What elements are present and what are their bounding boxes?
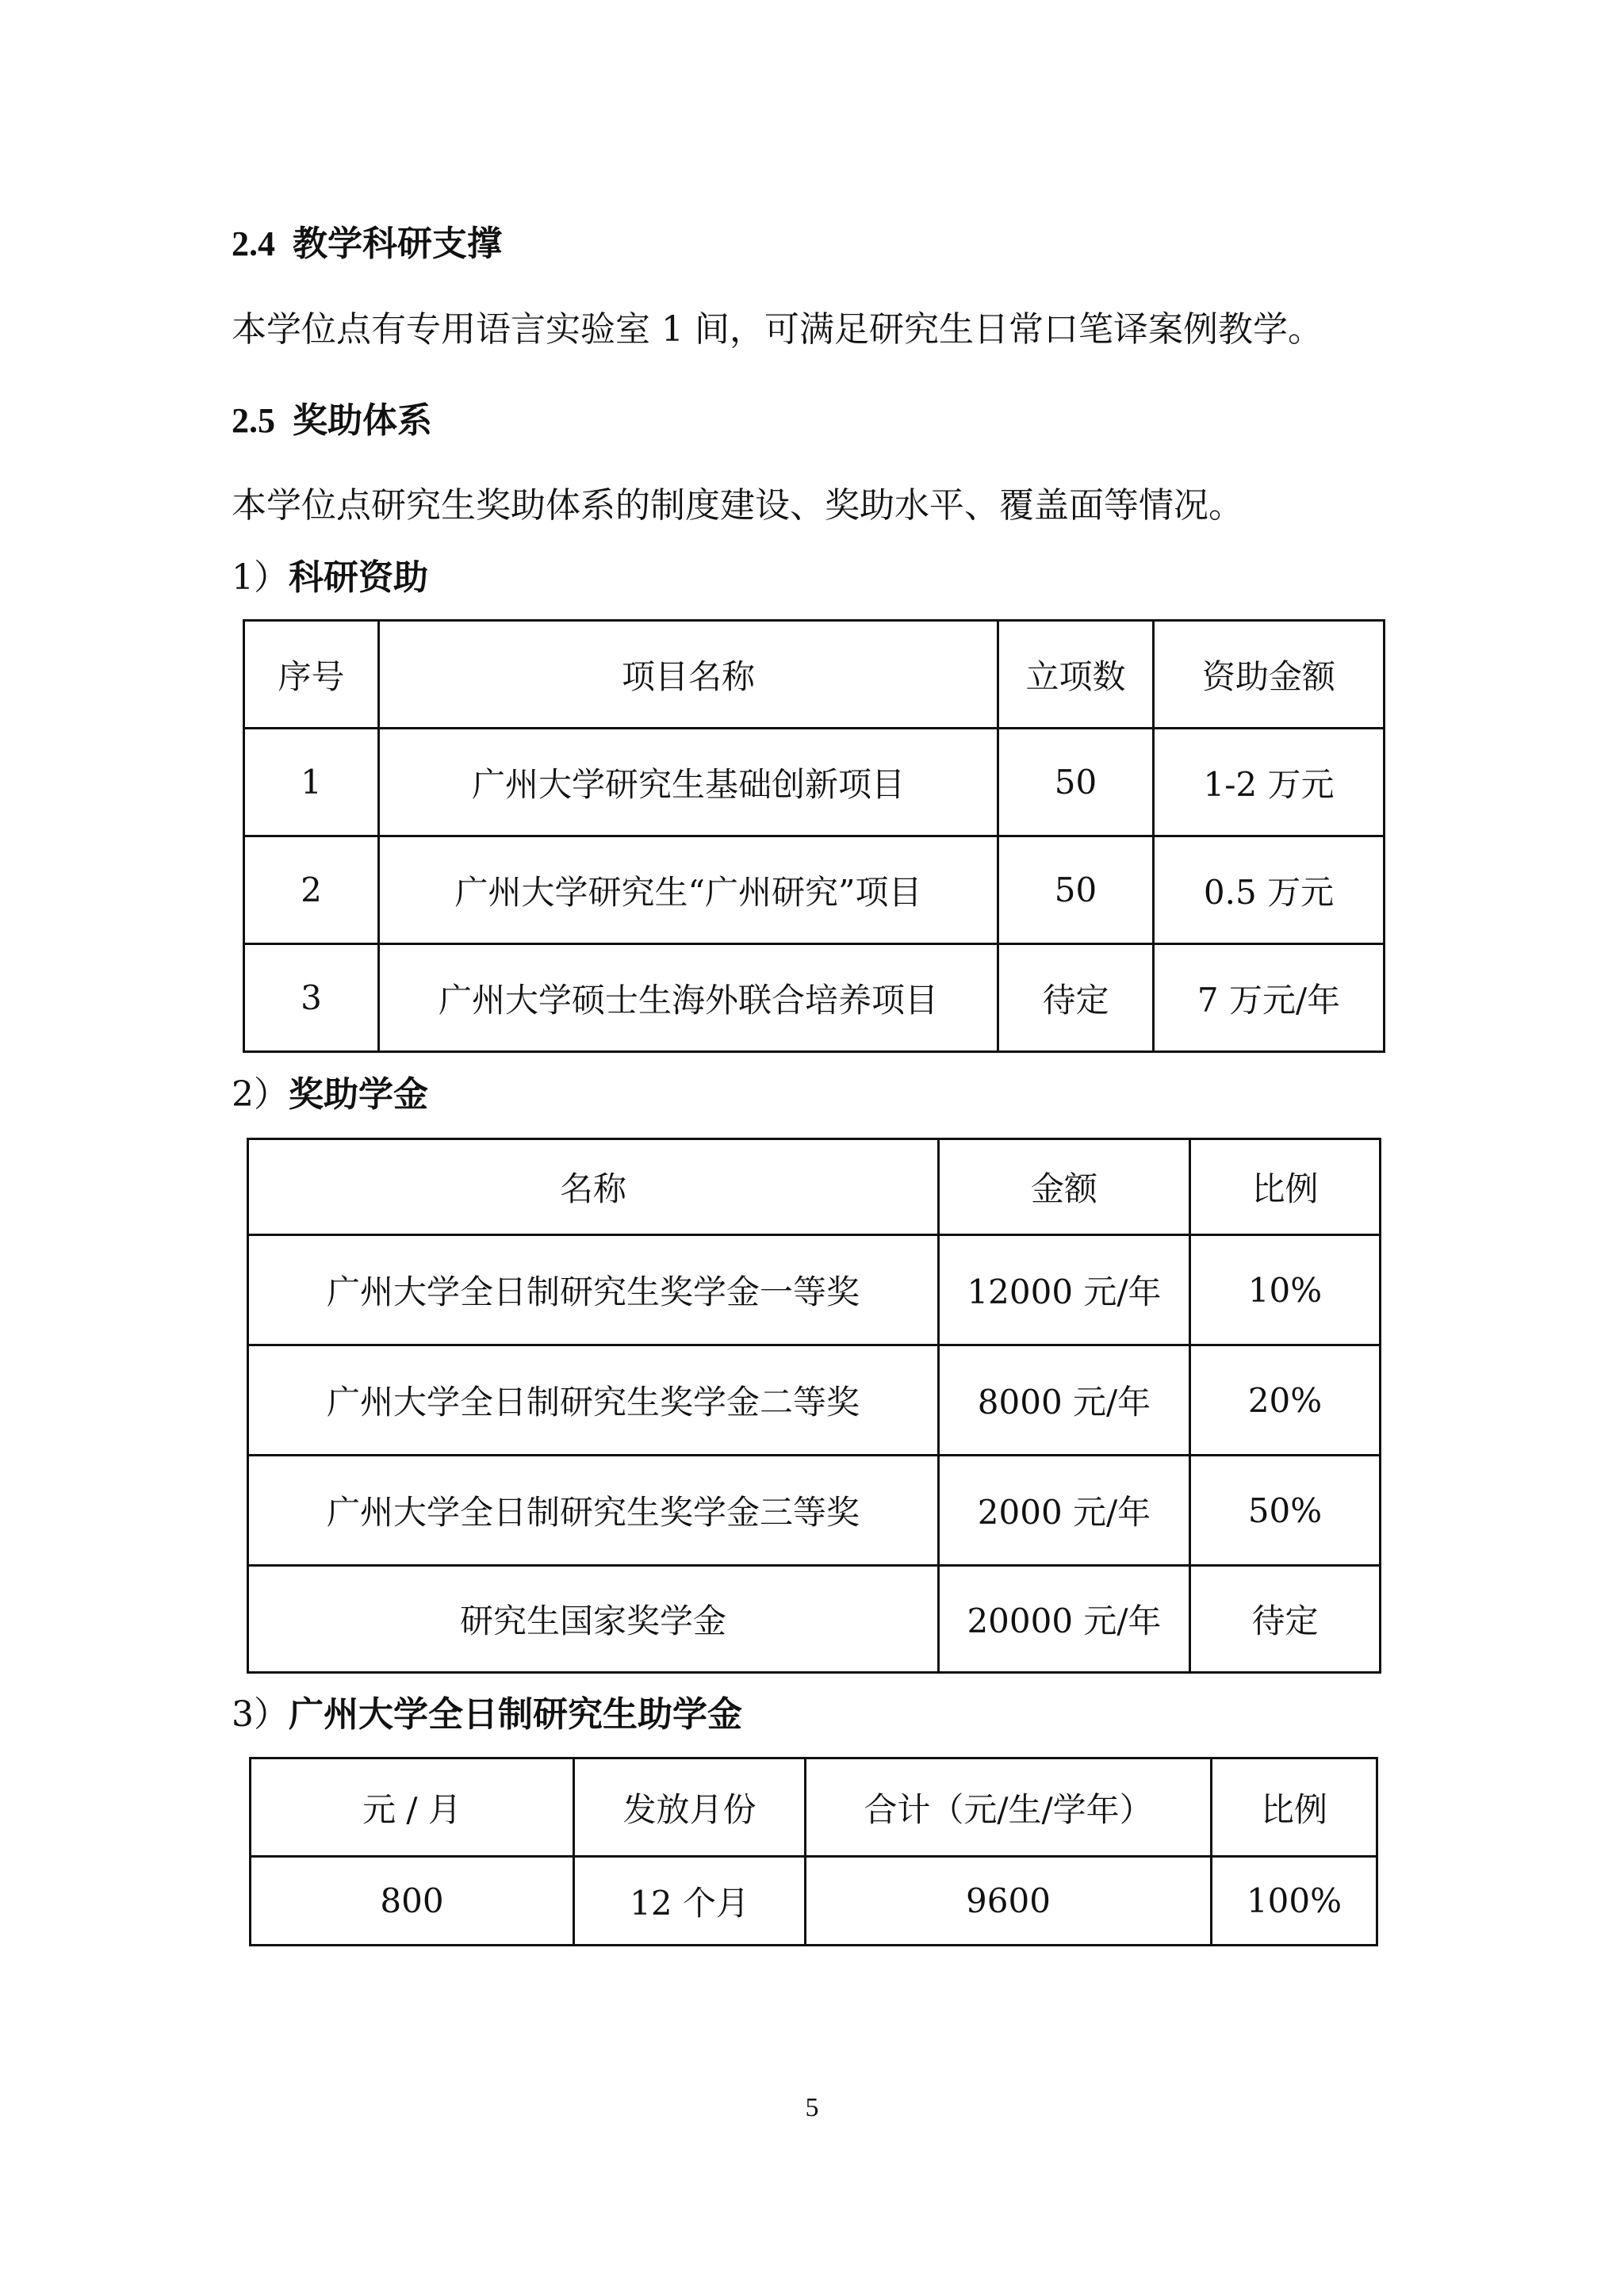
scholarships-heading <box>232 1074 428 1116</box>
section-2-5-number: 2.5 <box>232 401 275 440</box>
research-funding-heading <box>232 557 428 599</box>
header-cell: 元 / 月 <box>251 1758 574 1857</box>
section-2-4-number: 2.4 <box>232 224 275 263</box>
table-cell: 待定 <box>1190 1566 1381 1673</box>
table-row <box>251 1857 1377 1946</box>
scholarships-label: 2） <box>232 1074 289 1115</box>
grants-header-row <box>251 1758 1377 1857</box>
header-cell: 项目名称 <box>379 621 998 729</box>
grants-label: 3） <box>232 1694 289 1735</box>
table-cell: 8000 元/年 <box>939 1345 1190 1456</box>
header-cell: 比例 <box>1190 1139 1381 1235</box>
scholarships-header-row <box>248 1139 1381 1235</box>
table-cell: 50 <box>998 836 1154 944</box>
grants-title: 广州大学全日制研究生助学金 <box>289 1694 742 1735</box>
scholarships-table <box>247 1138 1381 1674</box>
header-cell: 比例 <box>1212 1758 1377 1857</box>
section-2-4-body: 本学位点有专用语言实验室 1 间，可满足研究生日常口笔译案例教学。 <box>232 309 1323 350</box>
header-cell: 金额 <box>939 1139 1190 1235</box>
table-cell: 20000 元/年 <box>939 1566 1190 1673</box>
table-cell: 广州大学研究生基础创新项目 <box>379 729 998 836</box>
grants-table <box>249 1757 1378 1946</box>
section-2-5-body: 本学位点研究生奖助体系的制度建设、奖助水平、覆盖面等情况。 <box>232 485 1243 526</box>
table-cell: 100% <box>1212 1857 1377 1946</box>
table-cell: 0.5 万元 <box>1154 836 1385 944</box>
table-cell: 12000 元/年 <box>939 1235 1190 1345</box>
table-cell: 9600 <box>806 1857 1212 1946</box>
table-row <box>248 1235 1381 1345</box>
table-cell: 待定 <box>998 944 1154 1052</box>
table-cell: 广州大学全日制研究生奖学金一等奖 <box>248 1235 939 1345</box>
table-row <box>244 944 1385 1052</box>
table-cell: 7 万元/年 <box>1154 944 1385 1052</box>
research-funding-table <box>243 619 1385 1053</box>
table-cell: 3 <box>244 944 379 1052</box>
table-cell: 800 <box>251 1857 574 1946</box>
table-cell: 广州大学全日制研究生奖学金三等奖 <box>248 1456 939 1566</box>
table-row <box>244 729 1385 836</box>
section-2-5-heading <box>232 400 432 442</box>
table-cell: 12 个月 <box>574 1857 806 1946</box>
table-cell: 研究生国家奖学金 <box>248 1566 939 1673</box>
research-funding-label: 1） <box>232 557 289 598</box>
section-2-5-title: 奖助体系 <box>293 400 432 441</box>
header-cell: 资助金额 <box>1154 621 1385 729</box>
header-cell: 合计（元/生/学年） <box>806 1758 1212 1857</box>
table-cell: 广州大学全日制研究生奖学金二等奖 <box>248 1345 939 1456</box>
table-cell: 2000 元/年 <box>939 1456 1190 1566</box>
table-cell: 50 <box>998 729 1154 836</box>
table-row <box>248 1566 1381 1673</box>
table-row <box>248 1345 1381 1456</box>
table-cell: 10% <box>1190 1235 1381 1345</box>
table-cell: 广州大学研究生“广州研究”项目 <box>379 836 998 944</box>
table-cell: 20% <box>1190 1345 1381 1456</box>
page-number: 5 <box>805 2093 819 2122</box>
header-cell: 发放月份 <box>574 1758 806 1857</box>
section-2-4-title: 教学科研支撑 <box>293 224 502 264</box>
header-cell: 名称 <box>248 1139 939 1235</box>
scholarships-title: 奖助学金 <box>289 1074 428 1115</box>
table-row <box>244 836 1385 944</box>
table-cell: 1 <box>244 729 379 836</box>
header-cell: 立项数 <box>998 621 1154 729</box>
header-cell: 序号 <box>244 621 379 729</box>
table-cell: 50% <box>1190 1456 1381 1566</box>
research-funding-header-row <box>244 621 1385 729</box>
table-cell: 广州大学硕士生海外联合培养项目 <box>379 944 998 1052</box>
table-row <box>248 1456 1381 1566</box>
research-funding-title: 科研资助 <box>289 557 428 598</box>
table-cell: 1-2 万元 <box>1154 729 1385 836</box>
section-2-4-heading <box>232 224 502 266</box>
table-cell: 2 <box>244 836 379 944</box>
grants-heading <box>232 1694 742 1736</box>
